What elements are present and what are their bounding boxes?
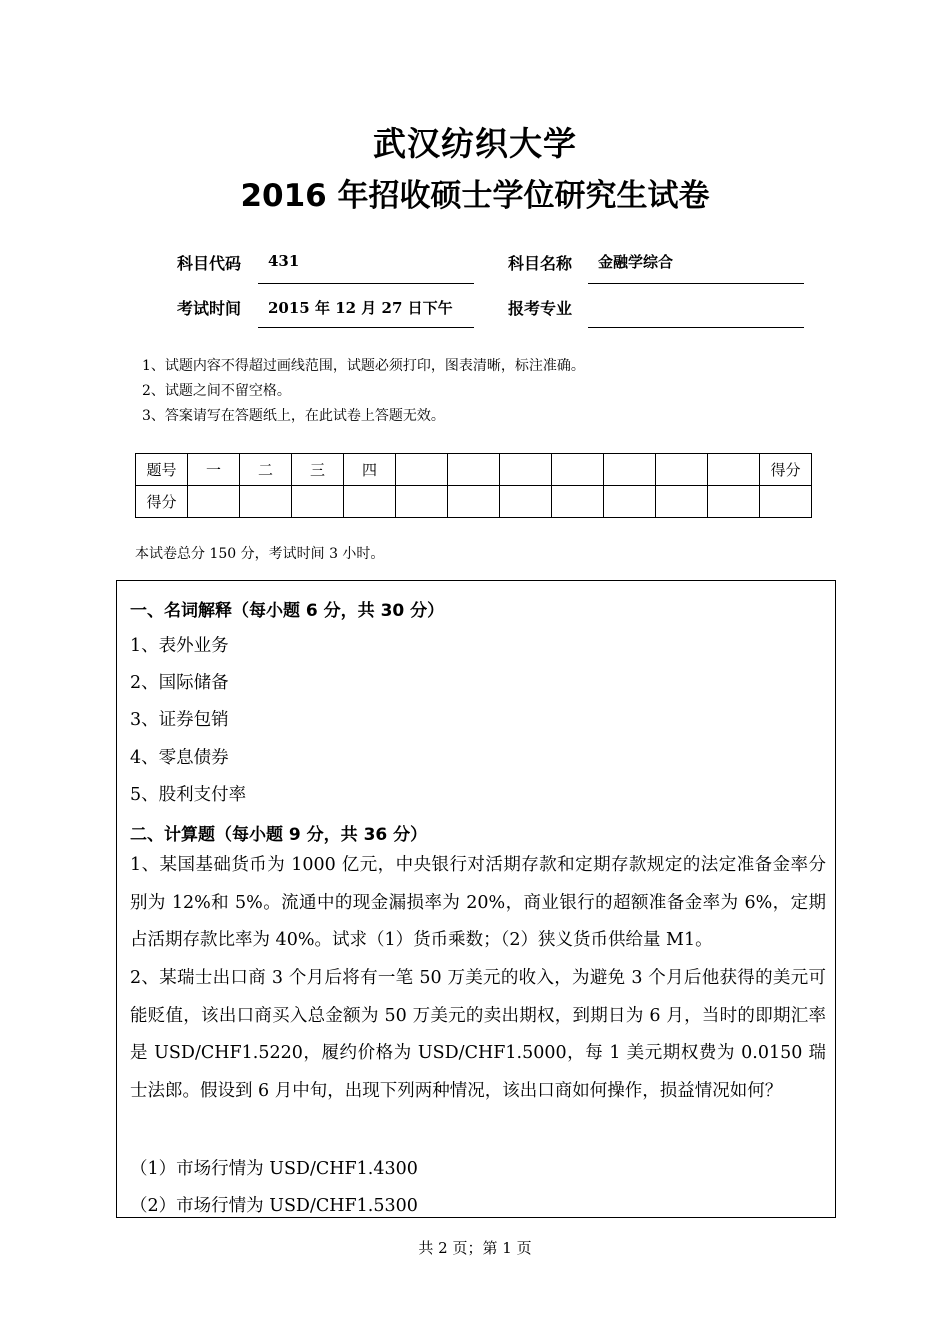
table-cell bbox=[708, 454, 760, 486]
table-cell bbox=[760, 486, 812, 518]
section1-heading: 一、名词解释（每小题 6 分，共 30 分） bbox=[130, 601, 445, 621]
score-table-score-row bbox=[136, 486, 812, 518]
table-cell bbox=[552, 486, 604, 518]
exam-time-value: 2015 年 12 月 27 日下午 bbox=[268, 299, 453, 317]
major-label: 报考专业 bbox=[508, 299, 573, 318]
table-cell bbox=[344, 486, 396, 518]
section1-item-5: 5、股利支付率 bbox=[130, 785, 247, 805]
subject-code-underline bbox=[258, 283, 474, 284]
table-cell: 一 bbox=[188, 454, 240, 486]
score-table bbox=[135, 453, 812, 518]
table-cell bbox=[188, 486, 240, 518]
table-cell: 三 bbox=[292, 454, 344, 486]
table-cell bbox=[448, 486, 500, 518]
score-table-header-row bbox=[136, 454, 812, 486]
table-cell bbox=[656, 454, 708, 486]
table-cell bbox=[292, 486, 344, 518]
exam-time-underline bbox=[258, 327, 474, 328]
table-cell bbox=[552, 454, 604, 486]
section2-heading: 二、计算题（每小题 9 分，共 36 分） bbox=[130, 825, 428, 845]
exam-title: 2016 年招收硕士学位研究生试卷 bbox=[240, 178, 710, 214]
table-cell: 得分 bbox=[136, 486, 188, 518]
table-cell bbox=[656, 486, 708, 518]
table-cell bbox=[604, 454, 656, 486]
section1-item-2: 2、国际储备 bbox=[130, 673, 229, 693]
table-cell bbox=[708, 486, 760, 518]
section2-question-1: 1、某国基础货币为 1000 亿元，中央银行对活期存款和定期存款规定的法定准备金率分别为 12%和 5%。流通中的现金漏损率为 20%，商业银行的超额准备金率为 6%，定期占活期存款比率为 40%。试求（1）货币乘数；（2）狭义货币供给量 M1。 bbox=[130, 855, 826, 951]
section2-q2-case-1: （1）市场行情为 USD/CHF1.4300 bbox=[130, 1159, 418, 1179]
subject-name-value: 金融学综合 bbox=[598, 253, 674, 271]
instruction-2: 2、试题之间不留空格。 bbox=[142, 383, 291, 399]
table-cell bbox=[448, 454, 500, 486]
exam-time-label: 考试时间 bbox=[177, 299, 242, 318]
instruction-3: 3、答案请写在答题纸上，在此试卷上答题无效。 bbox=[142, 408, 445, 424]
subject-code-label: 科目代码 bbox=[177, 254, 242, 273]
table-cell: 二 bbox=[240, 454, 292, 486]
university-title: 武汉纺织大学 bbox=[373, 124, 577, 163]
section2-q2-case-2: （2）市场行情为 USD/CHF1.5300 bbox=[130, 1196, 418, 1216]
table-cell: 得分 bbox=[760, 454, 812, 486]
subject-name-label: 科目名称 bbox=[508, 254, 573, 273]
instruction-1: 1、试题内容不得超过画线范围，试题必须打印，图表清晰，标注准确。 bbox=[142, 358, 585, 374]
page-footer: 共 2 页；第 1 页 bbox=[418, 1239, 532, 1257]
table-cell: 四 bbox=[344, 454, 396, 486]
subject-code-value: 431 bbox=[268, 252, 300, 270]
table-cell bbox=[396, 486, 448, 518]
section1-item-3: 3、证券包销 bbox=[130, 710, 229, 730]
table-cell bbox=[500, 486, 552, 518]
table-cell bbox=[604, 486, 656, 518]
section2-question-2: 2、某瑞士出口商 3 个月后将有一笔 50 万美元的收入，为避免 3 个月后他获得的美元可能贬值，该出口商买入总金额为 50 万美元的卖出期权，到期日为 6 月，当时的即期汇率是 USD/CHF1.5220，履约价格为 USD/CHF1.5000，每 1 美元期权费为 0.0150 瑞士法郎。假设到 6 月中旬，出现下列两种情况，该出口商如何操作，损益情况如何？ bbox=[130, 968, 826, 1101]
total-score-note: 本试卷总分 150 分，考试时间 3 小时。 bbox=[135, 546, 385, 562]
table-cell bbox=[396, 454, 448, 486]
table-cell bbox=[240, 486, 292, 518]
table-cell: 题号 bbox=[136, 454, 188, 486]
table-cell bbox=[500, 454, 552, 486]
section1-item-4: 4、零息债券 bbox=[130, 748, 229, 768]
major-underline bbox=[588, 327, 804, 328]
subject-name-underline bbox=[588, 283, 804, 284]
section1-item-1: 1、表外业务 bbox=[130, 636, 229, 656]
